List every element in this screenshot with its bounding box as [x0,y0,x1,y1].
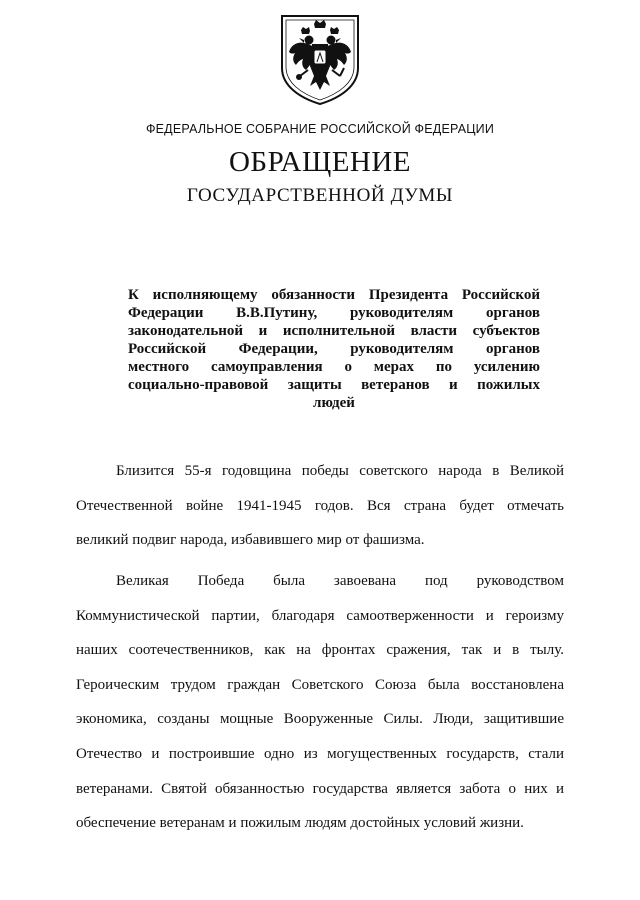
addressee-line: местного самоуправления о мерах по усилению [128,359,540,375]
addressee-block [128,286,540,412]
addressee-line: законодательной и исполнительной власти субъектов [128,323,540,339]
body-paragraph-2 [76,564,564,841]
addressee-line: Российской Федерации, руководителям органов [128,341,540,357]
paragraph-line: великий подвиг народа, избавившего мир от фашизма. [76,532,425,549]
russian-coat-of-arms-icon [272,10,368,106]
paragraph-line: Героическим трудом граждан Советского Союза была восстановлена [76,676,564,693]
paragraph-line: ветеранами. Святой обязанностью государства является забота о них и [76,780,564,797]
paragraph-line: Отечество и построившие одно из могущественных государств, стали [76,745,564,762]
addressee-line: Федерации В.В.Путину, руководителям органов [128,305,540,321]
assembly-name: ФЕДЕРАЛЬНОЕ СОБРАНИЕ РОССИЙСКОЙ ФЕДЕРАЦИИ [145,122,495,136]
paragraph-line: Близится 55-я годовщина победы советского народа в Великой [116,463,564,479]
paragraph-line: Коммунистической партии, благодаря самоотверженности и героизму [76,607,564,624]
addressee-line: людей [313,395,355,411]
document-subtitle: ГОСУДАРСТВЕННОЙ ДУМЫ [186,185,454,206]
paragraph-line: Отечественной войне 1941-1945 годов. Вся страна будет отмечать [76,497,564,514]
paragraph-line: наших соотечественников, как на фронтах сражения, так и в тылу. [76,642,564,659]
paragraph-line: Великая Победа была завоевана под руководством [116,573,564,589]
addressee-line: социально-правовой защиты ветеранов и пожилых [128,377,540,393]
body-paragraph-1 [76,454,564,558]
addressee-line: К исполняющему обязанности Президента Российской [128,287,540,303]
paragraph-line: обеспечение ветеранам и пожилым людям достойных условий жизни. [76,815,524,832]
document-title: ОБРАЩЕНИЕ [228,146,412,178]
paragraph-line: экономика, созданы мощные Вооруженные Силы. Люди, защитившие [76,711,564,728]
